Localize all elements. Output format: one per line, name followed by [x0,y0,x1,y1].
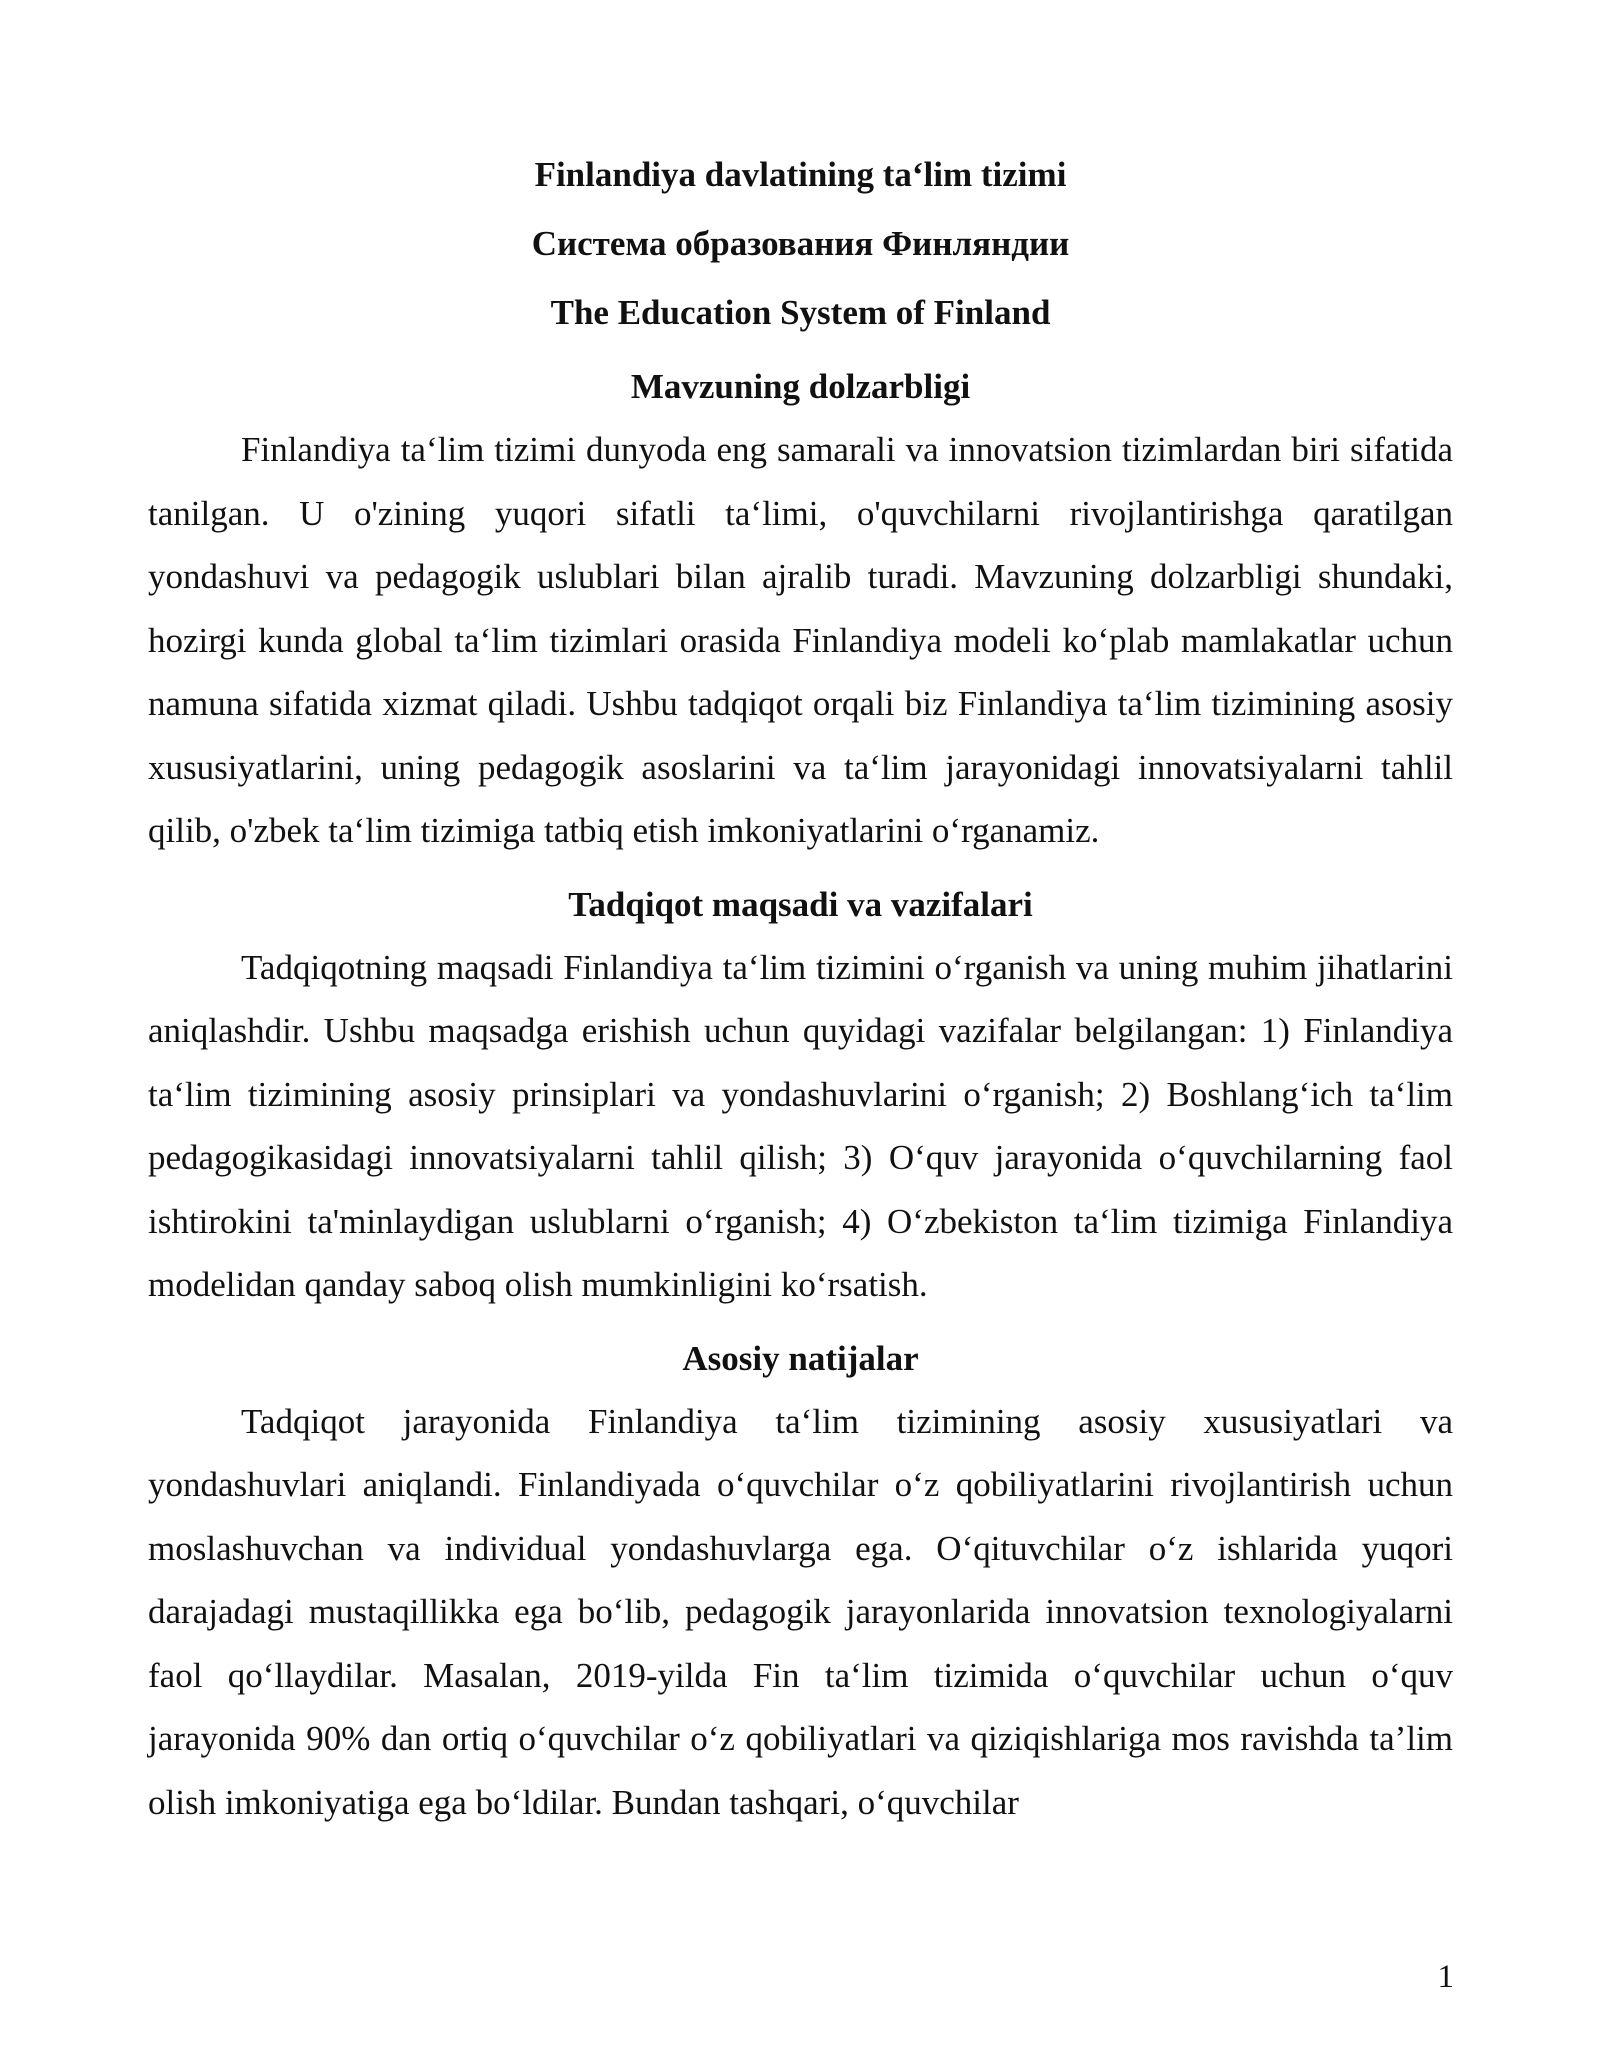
section-heading-results: Asosiy natijalar [682,1338,919,1378]
paragraph-relevance: Finlandiya ta‘lim tizimi dunyoda eng samarali va innovatsion tizimlardan biri sifatida tanilgan. U o'zining yuqori sifatli ta‘limi, o'quvchilarni rivojlantirishga qaratilgan yondashuvi va pedagogik uslublari bilan ajralib turadi. Mavzuning dolzarbligi shundaki, hozirgi kunda global ta‘lim tizimlari orasida Finlandiya modeli ko‘plab mamlakatlar uchun namuna sifatida xizmat qiladi. Ushbu tadqiqot orqali biz Finlandiya ta‘lim tizimining asosiy xususiyatlarini, uning pedagogik asoslarini va ta‘lim jarayonidagi innovatsiyalarni tahlil qilib, o'zbek ta‘lim tizimiga tatbiq etish imkoniyatlarini o‘rganamiz. [148,430,1453,850]
section-results [148,1327,1453,1835]
section-heading-relevance: Mavzuning dolzarbligi [630,367,971,406]
paragraph-goals: Tadqiqotning maqsadi Finlandiya ta‘lim tizimini o‘rganish va uning muhim jihatlarini aniqlashdir. Ushbu maqsadga erishish uchun quyidagi vazifalar belgilangan: 1) Finlandiya ta‘lim tizimining asosiy prinsiplari va yondashuvlarini o‘rganish; 2) Boshlang‘ich ta‘lim pedagogikasidagi innovatsiyalarni tahlil qilish; 3) O‘quv jarayonida o‘quvchilarning faol ishtirokini ta'minlaydigan uslublarni o‘rganish; 4) O‘zbekiston ta‘lim tizimiga Finlandiya modelidan qanday saboq olish mumkinligini ko‘rsatish. [148,947,1453,1304]
section-relevance [148,355,1453,863]
section-heading-goals: Tadqiqot maqsadi va vazifalari [568,884,1033,924]
paragraph-results: Tadqiqot jarayonida Finlandiya ta‘lim tizimining asosiy xususiyatlari va yondashuvlari aniqlandi. Finlandiyada o‘quvchilar o‘z qobiliyatlarini rivojlantirish uchun moslashuvchan va individual yondashuvlarga ega. O‘qituvchilar o‘z ishlarida yuqori darajadagi mustaqillikka ega bo‘lib, pedagogik jarayonlarida innovatsion texnologiyalarni faol qo‘llaydilar. Masalan, 2019-yilda Fin ta‘lim tizimida o‘quvchilar uchun o‘quv jarayonida 90% dan ortiq o‘quvchilar o‘z qobiliyatlari va qiziqishlariga mos ravishda ta’lim olish imkoniyatiga ega bo‘ldilar. Bundan tashqari, o‘quvchilar [148,1401,1453,1822]
title-russian: Система образования Финляндии [531,224,1070,263]
document-page [148,140,1453,1844]
page-number: 1 [1437,1959,1454,1995]
title-english: The Education System of Finland [550,293,1051,332]
title-block [148,140,1453,347]
title-uzbek: Finlandiya davlatining ta‘lim tizimi [534,155,1067,194]
section-goals [148,873,1453,1317]
